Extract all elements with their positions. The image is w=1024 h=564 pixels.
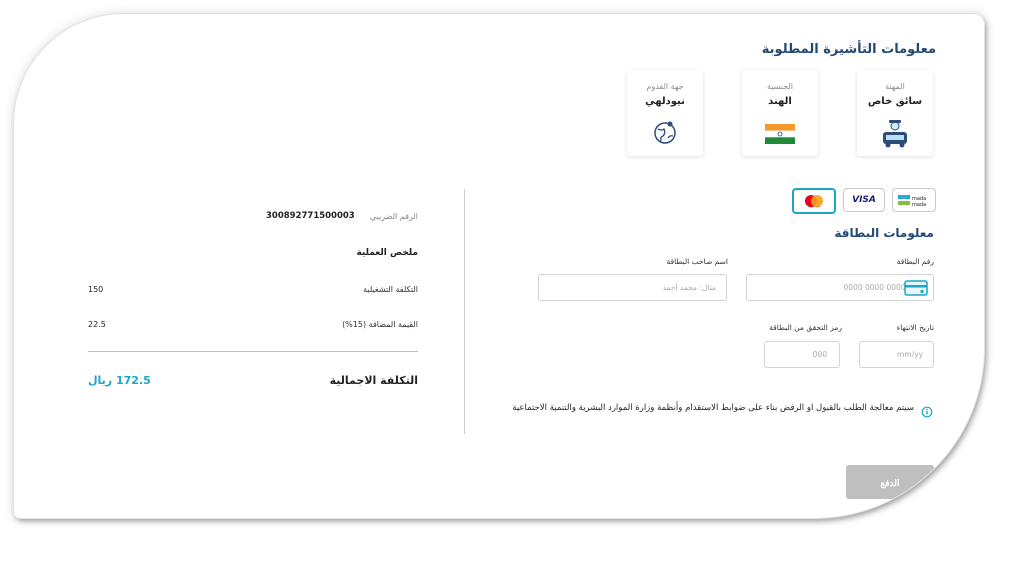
origin-value: نيودلهي <box>645 96 685 107</box>
mastercard-logo-text: mastercard <box>808 206 820 208</box>
section-divider <box>464 189 465 434</box>
mada-logo-text: mada <box>912 202 927 207</box>
card-info-title: معلومات البطاقة <box>834 226 934 240</box>
operating-cost-label: التكلفة التشغيلية <box>363 285 418 294</box>
summary-title: ملخص العملية <box>356 248 418 258</box>
mastercard-logo-icon <box>803 194 825 208</box>
origin-card <box>627 70 703 156</box>
total-value: 172.5 ريال <box>88 374 151 387</box>
visa-info-title: معلومات التأشيرة المطلوبة <box>761 42 936 57</box>
mada-badge[interactable] <box>892 188 936 212</box>
driver-icon <box>879 118 911 154</box>
expiry-input[interactable] <box>859 341 934 368</box>
cvv-input[interactable] <box>764 341 840 368</box>
approval-notice: سيتم معالجة الطلب بالقبول او الرفض بناء على ضوابط الاستقدام وأنظمة وزارة الموارد البشرية والتنمية الاجتماعية <box>512 403 914 413</box>
vat-label: القيمة المضافة (15%) <box>342 320 418 329</box>
vat-value: 22.5 <box>88 320 106 329</box>
total-label: التكلفة الاجمالية <box>329 374 418 387</box>
mada-logo-icon <box>897 193 931 207</box>
pay-button[interactable]: الدفع <box>846 465 934 499</box>
globe-icon <box>651 118 679 150</box>
card-number-label: رقم البطاقة <box>896 257 934 266</box>
nationality-value: الهند <box>768 96 792 107</box>
expiry-label: تاريخ الانتهاء <box>896 323 934 332</box>
cvv-label: رمز التحقق من البطاقة <box>769 323 842 332</box>
profession-value: سائق خاص <box>867 96 923 107</box>
operating-cost-value: 150 <box>88 285 104 294</box>
info-icon <box>921 403 933 422</box>
nationality-label: الجنسية <box>766 82 794 91</box>
holder-name-input[interactable] <box>538 274 727 301</box>
payment-panel <box>14 14 984 518</box>
visa-logo-text: VISA <box>852 195 876 205</box>
mada-logo-text-top: mada <box>912 196 927 202</box>
india-flag-icon <box>765 118 795 148</box>
mastercard-badge[interactable] <box>792 188 836 214</box>
holder-name-label: اسم صاحب البطاقة <box>666 257 728 266</box>
origin-label: جهة القدوم <box>646 82 684 91</box>
tax-number-value: 300892771500003 <box>266 211 355 221</box>
summary-divider <box>88 351 418 352</box>
card-icon <box>904 280 928 300</box>
profession-label: المهنة <box>885 82 905 91</box>
tax-number-label: الرقم الضريبي <box>369 212 418 221</box>
nationality-card <box>742 70 818 156</box>
visa-badge[interactable] <box>843 188 885 212</box>
profession-card <box>857 70 933 156</box>
